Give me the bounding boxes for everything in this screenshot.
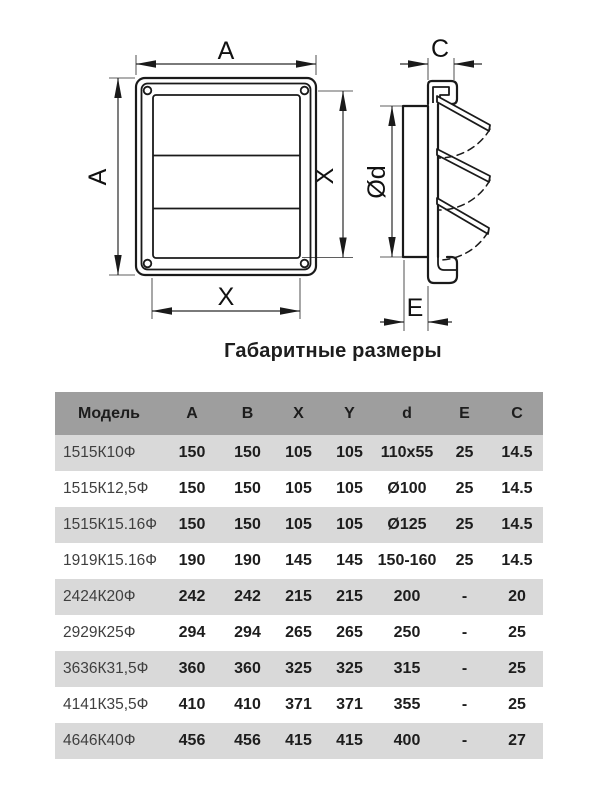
model-cell: 2424К20Ф [55,579,163,615]
value-cell: 145 [274,543,323,579]
model-cell: 3636К31,5Ф [55,651,163,687]
value-cell: 415 [323,723,376,759]
dim-label-x-bottom: X [217,283,235,311]
value-cell: 242 [163,579,221,615]
model-cell: 2929К25Ф [55,615,163,651]
model-cell: 1515К12,5Ф [55,471,163,507]
table-row [55,687,543,723]
value-cell: 14.5 [491,471,543,507]
value-cell: 400 [376,723,438,759]
louver-slat [437,96,490,131]
value-cell: 145 [323,543,376,579]
value-cell: 25 [491,687,543,723]
value-cell: 14.5 [491,435,543,471]
table-row [55,579,543,615]
header-e: E [438,392,491,435]
value-cell: 371 [274,687,323,723]
value-cell: 105 [323,471,376,507]
table-row [55,471,543,507]
value-cell: 110x55 [376,435,438,471]
value-cell: 14.5 [491,543,543,579]
model-cell: 4646К40Ф [55,723,163,759]
value-cell: 215 [323,579,376,615]
screw-hole [301,260,309,268]
dim-label-d: Ød [363,165,391,199]
value-cell: - [438,687,491,723]
dim-label-a-top: A [217,37,235,65]
table-header [55,392,543,435]
value-cell: 456 [163,723,221,759]
screw-hole [144,87,152,95]
dimensions-table-body [55,435,543,759]
value-cell: 105 [274,435,323,471]
dim-label-e: E [406,294,424,322]
header-model: Модель [55,392,163,435]
value-cell: 150 [163,471,221,507]
value-cell: 315 [376,651,438,687]
value-cell: 190 [163,543,221,579]
grille-inner-frame [142,84,311,270]
value-cell: 25 [438,471,491,507]
louver-slat [437,149,490,182]
flange-plate [403,106,428,257]
value-cell: 190 [221,543,274,579]
value-cell: Ø100 [376,471,438,507]
value-cell: 360 [163,651,221,687]
screw-hole [144,260,152,268]
value-cell: 150 [221,471,274,507]
header-x: X [274,392,323,435]
louver-slat [437,198,489,234]
value-cell: 250 [376,615,438,651]
model-cell: 1515К15.16Ф [55,507,163,543]
value-cell: 25 [438,543,491,579]
header-d: d [376,392,438,435]
value-cell: 410 [163,687,221,723]
value-cell: 105 [274,507,323,543]
value-cell: 360 [221,651,274,687]
value-cell: 105 [323,435,376,471]
value-cell: 27 [491,723,543,759]
figure-caption: Габаритные размеры [224,340,442,362]
value-cell: 150 [221,507,274,543]
header-b: B [221,392,274,435]
value-cell: 265 [323,615,376,651]
table-row [55,507,543,543]
value-cell: 415 [274,723,323,759]
value-cell: 371 [323,687,376,723]
value-cell: 14.5 [491,507,543,543]
value-cell: 25 [438,435,491,471]
table-row [55,723,543,759]
value-cell: Ø125 [376,507,438,543]
value-cell: 265 [274,615,323,651]
dim-label-a-left: A [84,168,112,186]
value-cell: - [438,615,491,651]
value-cell: 242 [221,579,274,615]
value-cell: 200 [376,579,438,615]
value-cell: - [438,723,491,759]
value-cell: 355 [376,687,438,723]
value-cell: 325 [274,651,323,687]
screw-hole [301,87,309,95]
front-view [84,37,353,319]
value-cell: 150 [163,435,221,471]
value-cell: 150-160 [376,543,438,579]
grille-outer-frame [136,78,316,275]
value-cell: 25 [491,615,543,651]
swing-arc [441,232,488,260]
table-row [55,543,543,579]
value-cell: 294 [163,615,221,651]
header-c: C [491,392,543,435]
model-cell: 1515К10Ф [55,435,163,471]
value-cell: 25 [491,651,543,687]
table-row [55,435,543,471]
header-a: A [163,392,221,435]
model-cell: 4141К35,5Ф [55,687,163,723]
side-view [363,35,490,331]
table-row [55,651,543,687]
value-cell: 325 [323,651,376,687]
value-cell: 105 [323,507,376,543]
value-cell: 410 [221,687,274,723]
header-y: Y [323,392,376,435]
value-cell: 20 [491,579,543,615]
dim-label-x-right: X [311,167,339,185]
value-cell: 294 [221,615,274,651]
value-cell: 150 [221,435,274,471]
header-row [55,392,543,435]
value-cell: 215 [274,579,323,615]
value-cell: - [438,651,491,687]
value-cell: 25 [438,507,491,543]
louver-area [153,95,300,258]
value-cell: 105 [274,471,323,507]
dim-label-c: C [430,35,450,63]
model-cell: 1919К15.16Ф [55,543,163,579]
dimension-drawing [0,0,600,385]
dimensions-table [55,392,543,759]
value-cell: 456 [221,723,274,759]
value-cell: - [438,579,491,615]
value-cell: 150 [163,507,221,543]
table-row [55,615,543,651]
